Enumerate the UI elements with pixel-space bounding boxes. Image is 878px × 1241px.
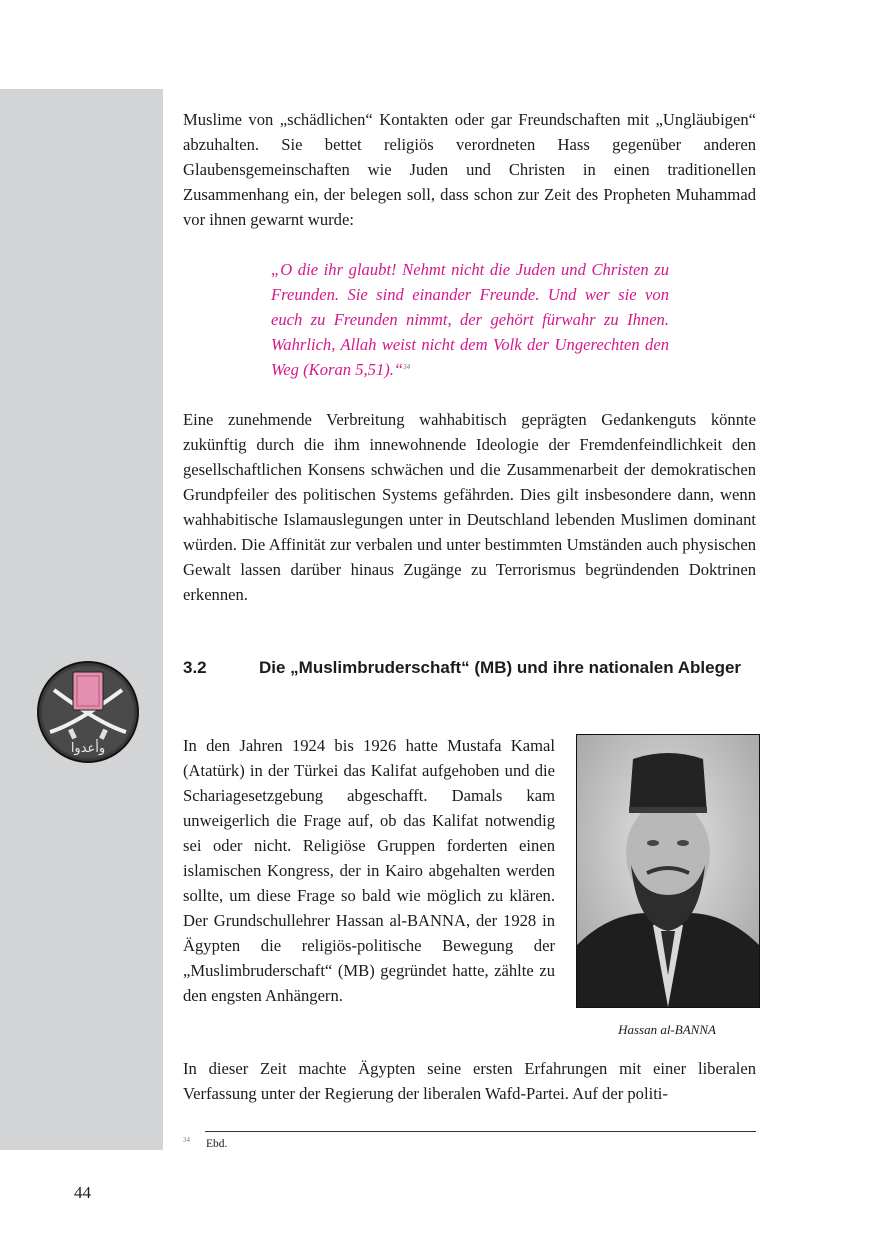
page-number: 44	[74, 1183, 91, 1202]
emblem-inscription: وأعدوا	[70, 741, 106, 756]
paragraph-2-text: Eine zunehmende Verbreitung wahhabitisch geprägten Gedankenguts könnte zukünftig durch die ihm innewohnende Ideologie der Fremdenfeindlichkeit den gesellschaftlichen Konsens schwächen und die Zusammenarbeit der demokratischen Grundpfeiler des politischen Systems gefährden. Dies gilt insbesondere dann, wenn wahhabitische Islamauslegungen unter in Deutschland lebenden Muslimen dominant würden. Die Affinität zur verbalen und unter bestimmten Umständen auch physischen Gewalt lassen darüber hinaus Zugänge zu Terrorismus begründenden Doktrinen erkennen.	[183, 410, 756, 604]
paragraph-1	[183, 107, 756, 232]
muslim-brotherhood-emblem-icon	[36, 660, 140, 764]
paragraph-3-text: In den Jahren 1924 bis 1926 hatte Mustafa Kamal (Atatürk) in der Türkei das Kalifat aufgehoben und die Schariagesetzgebung abgeschafft. Damals kam unweigerlich die Frage auf, ob das Kalifat notwendig sei oder nicht. Religiöse Gruppen forderten einen islamischen Kongress, der in Kairo abgehalten werden sollte, um diese Frage so bald wie möglich zu klären. Der Grundschullehrer Hassan al-BANNA, der 1928 in Ägypten die religiös-politische Bewegung der „Muslimbruderschaft“ (MB) gegründet hatte, zählte zu den engsten Anhängern.	[183, 736, 555, 1005]
footnote-text: Ebd.	[206, 1138, 228, 1150]
paragraph-1-text: Muslime von „schädlichen“ Kontakten oder gar Freundschaften mit „Ungläubigen“ abzuhalten. Sie bettet religiös verordneten Hass gegenüber anderen Glaubensgemeinschaften wie Juden und Christen in einen traditionellen Zusammenhang ein, der belegen soll, dass schon zur Zeit des Propheten Muhammad vor ihnen gewarnt wurde:	[183, 110, 756, 229]
quote-text: „O die ihr glaubt! Nehmt nicht die Juden und Christen zu Freunden. Sie sind einander Freunde. Und wer sie von euch zu Freunden nimmt, der gehört fürwahr zu Ihnen. Wahrlich, Allah weist nicht dem Volk der Ungerechten den Weg (Koran 5,51).“	[271, 260, 669, 379]
footnote-number: 34	[183, 1136, 190, 1144]
koran-quote	[271, 257, 669, 382]
quote-footnote-ref: 34	[403, 363, 411, 371]
photo-caption: Hassan al-BANNA	[618, 1022, 716, 1037]
section-title: Die „Muslimbruderschaft“ (MB) und ihre nationalen Ableger	[259, 658, 742, 677]
paragraph-3	[183, 733, 555, 1008]
section-number: 3.2	[183, 658, 207, 677]
paragraph-4	[183, 1056, 756, 1106]
portrait-image	[577, 735, 759, 1007]
paragraph-2	[183, 407, 756, 607]
footnote-divider	[205, 1131, 756, 1132]
portrait-photo	[576, 734, 760, 1008]
paragraph-4-text: In dieser Zeit machte Ägypten seine ersten Erfahrungen mit einer liberalen Verfassung unter der Regierung der liberalen Wafd-Partei. Auf der politi-	[183, 1059, 756, 1103]
sidebar-gray-band	[0, 89, 163, 1150]
footnote	[183, 1136, 228, 1150]
